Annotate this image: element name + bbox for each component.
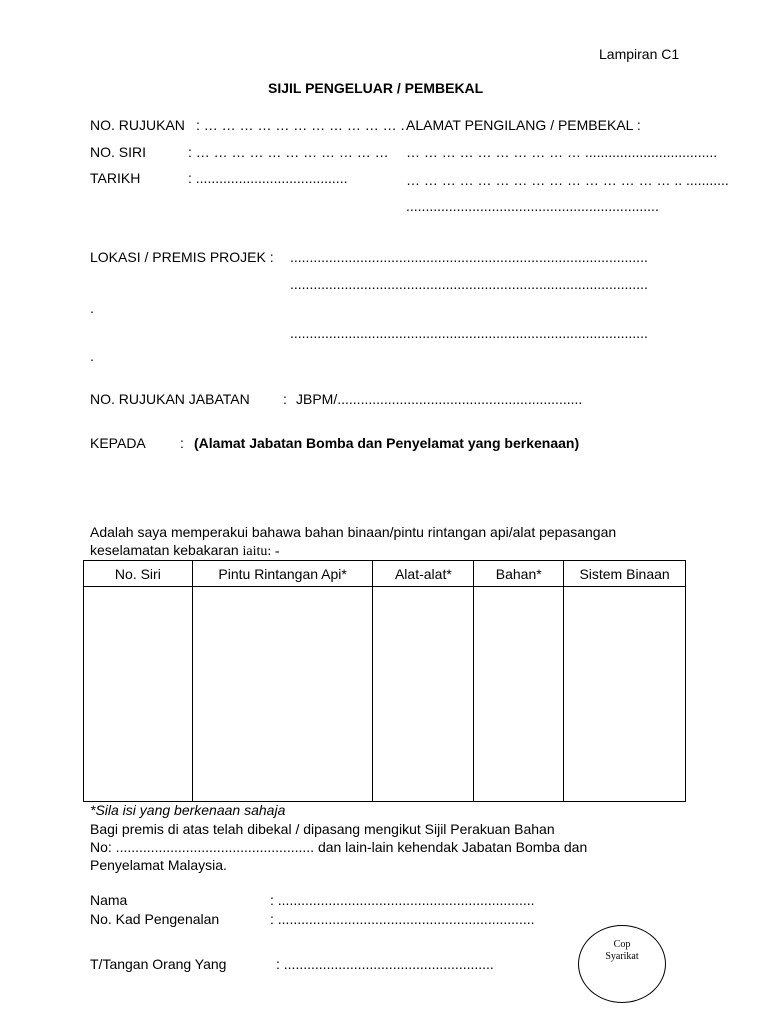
footnote: *Sila isi yang berkenaan sahaja bbox=[90, 802, 286, 818]
kepada-value: (Alamat Jabatan Bomba dan Penyelamat yang berkenaan) bbox=[194, 435, 580, 451]
cell-no-siri[interactable] bbox=[84, 587, 193, 802]
col-pintu-rintangan-api: Pintu Rintangan Api* bbox=[192, 561, 373, 587]
cell-pintu-rintangan-api[interactable] bbox=[192, 587, 373, 802]
alamat-line-2: … … … … … … … … … … … … … … … .. ........... bbox=[406, 172, 729, 188]
cell-sistem-binaan[interactable] bbox=[564, 587, 686, 802]
declaration-line-2-text: keselamatan kebakaran bbox=[90, 542, 243, 558]
paragraph-line-3: Penyelamat Malaysia. bbox=[90, 857, 227, 873]
tarikh-label: TARIKH bbox=[90, 170, 141, 186]
paragraph-line-2: No: ................................................... dan lain-lain kehendak Jabatan Bomba dan bbox=[90, 839, 588, 855]
kepada-colon: : bbox=[180, 435, 184, 451]
rujukan-jabatan-value: JBPM/............................................................... bbox=[296, 391, 583, 407]
no-siri-label: NO. SIRI bbox=[90, 144, 147, 160]
cell-bahan[interactable] bbox=[474, 587, 564, 802]
table-row bbox=[84, 587, 686, 802]
lokasi-label: LOKASI / PREMIS PROJEK : bbox=[90, 249, 274, 265]
col-no-siri: No. Siri bbox=[84, 561, 193, 587]
stamp-line-2: Syarikat bbox=[605, 951, 639, 962]
paragraph-line-1: Bagi premis di atas telah dibekal / dipasang mengikut Sijil Perakuan Bahan bbox=[90, 821, 555, 837]
kepada-label: KEPADA bbox=[90, 435, 146, 451]
company-stamp bbox=[578, 925, 666, 1003]
appendix-label: Lampiran C1 bbox=[599, 46, 680, 62]
declaration-line-2-iaitu: iaitu: - bbox=[242, 544, 280, 559]
col-alat-alat: Alat-alat* bbox=[373, 561, 474, 587]
lokasi-line-3: ............................................................................................ bbox=[290, 325, 648, 341]
lokasi-dot-2: . bbox=[90, 348, 94, 364]
cell-alat-alat[interactable] bbox=[373, 587, 474, 802]
nama-value: : .................................................................. bbox=[270, 892, 535, 908]
declaration-line-2 bbox=[90, 542, 279, 560]
kad-pengenalan-label: No. Kad Pengenalan bbox=[90, 911, 220, 927]
no-rujukan-label: NO. RUJUKAN bbox=[90, 117, 185, 133]
page-title: SIJIL PENGELUAR / PEMBEKAL bbox=[268, 80, 484, 96]
lokasi-dot-1: . bbox=[90, 300, 94, 316]
tarikh-value: : ....................................... bbox=[188, 170, 348, 186]
no-siri-value: : … … … … … … … … … … … bbox=[188, 144, 389, 160]
rujukan-jabatan-label: NO. RUJUKAN JABATAN bbox=[90, 391, 250, 407]
nama-label: Nama bbox=[90, 892, 128, 908]
lokasi-line-2: ............................................................................................ bbox=[290, 276, 648, 292]
alamat-label: ALAMAT PENGILANG / PEMBEKAL : bbox=[406, 117, 641, 133]
col-sistem-binaan: Sistem Binaan bbox=[564, 561, 686, 587]
items-table bbox=[83, 560, 686, 802]
tandatangan-value: : ...................................................... bbox=[276, 956, 494, 972]
tandatangan-label: T/Tangan Orang Yang bbox=[90, 956, 227, 972]
stamp-line-1: Cop bbox=[613, 939, 631, 950]
kad-pengenalan-value: : .................................................................. bbox=[270, 911, 535, 927]
lokasi-line-1: ............................................................................................ bbox=[290, 249, 648, 265]
table-header-row bbox=[84, 561, 686, 587]
declaration-line-1: Adalah saya memperakui bahawa bahan binaan/pintu rintangan api/alat pepasangan bbox=[90, 524, 617, 540]
col-bahan: Bahan* bbox=[474, 561, 564, 587]
rujukan-jabatan-colon: : bbox=[283, 391, 287, 407]
alamat-line-3: ................................................................. bbox=[406, 198, 659, 214]
no-rujukan-value: : … … … … … … … … … … … . bbox=[196, 117, 405, 133]
alamat-line-1: … … … … … … … … … … .................................. bbox=[406, 144, 718, 160]
